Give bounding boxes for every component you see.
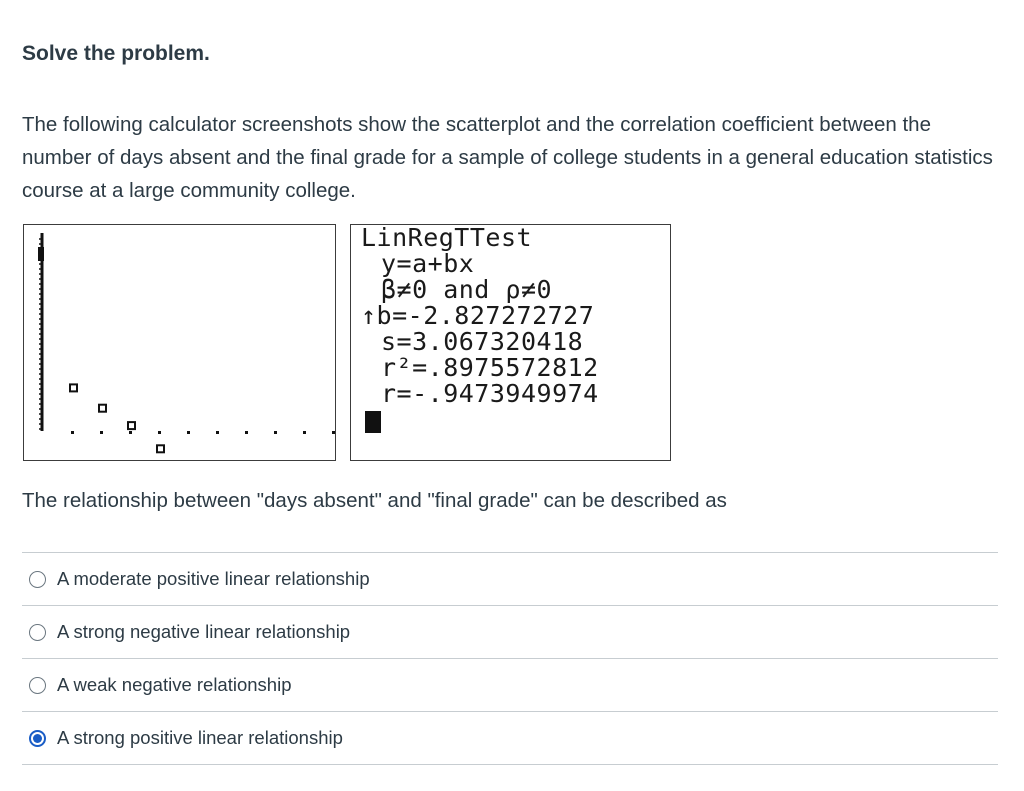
calc-std-error: s=3.067320418 xyxy=(381,327,584,356)
x-axis-tick xyxy=(303,431,306,434)
answer-label: A strong positive linear relationship xyxy=(57,727,343,748)
data-point xyxy=(128,422,135,429)
radio-button[interactable] xyxy=(29,571,46,588)
x-axis-tick xyxy=(216,431,219,434)
x-axis-tick xyxy=(187,431,190,434)
answer-label: A weak negative relationship xyxy=(57,674,292,695)
x-axis-tick xyxy=(274,431,277,434)
y-axis-marker xyxy=(38,247,44,261)
scatterplot-screenshot xyxy=(23,224,336,461)
calc-test-name: LinRegTTest xyxy=(361,224,533,252)
x-axis-tick xyxy=(245,431,248,434)
question-title: Solve the problem. xyxy=(22,42,210,65)
calc-model: y=a+bx xyxy=(381,249,475,278)
radio-button[interactable] xyxy=(29,624,46,641)
x-axis-tick xyxy=(71,431,74,434)
x-axis-tick xyxy=(158,431,161,434)
question-stem: The relationship between "days absent" and "final grade" can be described as xyxy=(22,489,727,512)
answer-option[interactable] xyxy=(22,606,998,659)
answer-option[interactable] xyxy=(22,659,998,712)
radio-button-selected[interactable] xyxy=(29,730,46,747)
calc-r-squared: r²=.8975572812 xyxy=(381,353,599,382)
data-point xyxy=(157,445,164,452)
radio-button[interactable] xyxy=(29,677,46,694)
answer-label: A strong negative linear relationship xyxy=(57,621,351,642)
x-axis-tick xyxy=(100,431,103,434)
calculator-cursor xyxy=(365,411,381,433)
data-point xyxy=(99,405,106,412)
answer-option[interactable] xyxy=(22,553,998,606)
problem-statement: The following calculator screenshots show the scatterplot and the correlation coefficient between the number of days absent and the final grade for a sample of college students in a general education statistics course at a large community college. xyxy=(22,113,993,202)
calculator-output xyxy=(361,225,599,407)
answer-list xyxy=(22,552,998,765)
answer-option[interactable] xyxy=(22,712,998,765)
calc-r: r=-.9473949974 xyxy=(381,379,599,408)
data-point xyxy=(70,384,77,391)
scatterplot xyxy=(24,225,336,461)
calc-hypothesis: β≠0 and ρ≠0 xyxy=(381,275,553,304)
x-axis-tick xyxy=(332,431,335,434)
answer-label: A moderate positive linear relationship xyxy=(57,568,370,589)
calc-slope: ↑b=-2.827272727 xyxy=(361,301,595,330)
x-axis-tick xyxy=(129,431,132,434)
calculator-screenshot xyxy=(350,224,671,461)
